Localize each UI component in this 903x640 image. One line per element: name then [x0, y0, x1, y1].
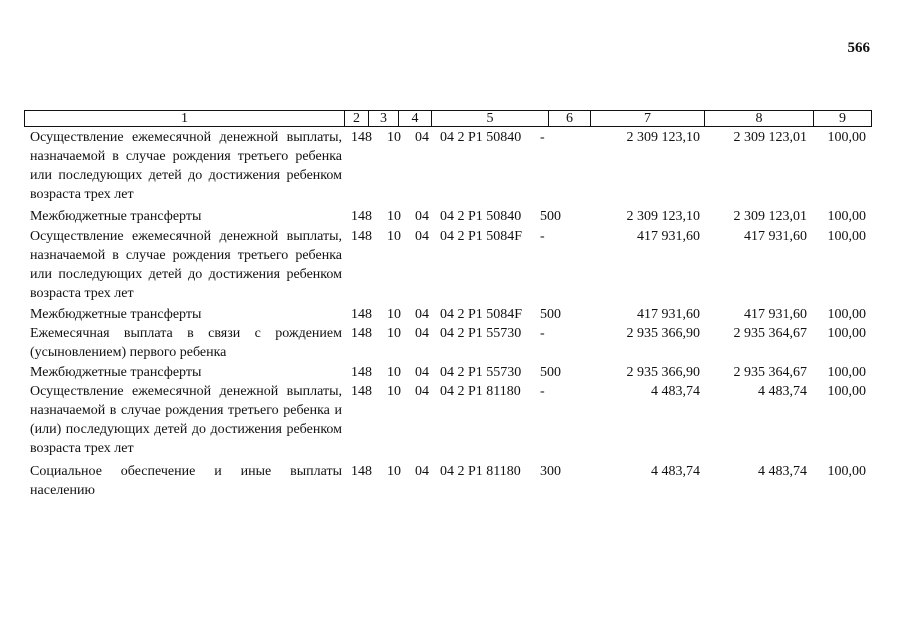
row-value-7: 2 935 366,90: [626, 326, 700, 341]
row-code-5: 04 2 P1 55730: [440, 326, 522, 341]
row-code-4: 04: [415, 209, 429, 224]
row-code-4: 04: [415, 384, 429, 399]
row-code-6: 500: [540, 365, 561, 380]
row-code-2: 148: [351, 384, 372, 399]
row-value-9: 100,00: [827, 384, 866, 399]
row-value-7: 417 931,60: [637, 229, 700, 244]
row-value-9: 100,00: [827, 130, 866, 145]
row-code-3: 10: [387, 384, 401, 399]
row-value-9: 100,00: [827, 464, 866, 479]
row-code-2: 148: [351, 307, 372, 322]
row-code-6: 500: [540, 307, 561, 322]
row-code-6: -: [540, 326, 545, 341]
page-number: 566: [847, 40, 870, 56]
row-code-5: 04 2 P1 50840: [440, 130, 522, 145]
row-code-2: 148: [351, 209, 372, 224]
row-code-2: 148: [351, 229, 372, 244]
row-code-5: 04 2 P1 55730: [440, 365, 522, 380]
row-name: Социальное обеспечение и иные выплаты населению: [30, 464, 342, 498]
header-cell-8: 8: [704, 110, 813, 127]
row-code-5: 04 2 P1 50840: [440, 209, 522, 224]
row-code-3: 10: [387, 209, 401, 224]
row-value-8: 417 931,60: [744, 229, 807, 244]
row-code-3: 10: [387, 464, 401, 479]
row-value-7: 417 931,60: [637, 307, 700, 322]
row-value-8: 2 309 123,01: [733, 209, 807, 224]
row-value-9: 100,00: [827, 209, 866, 224]
row-code-2: 148: [351, 365, 372, 380]
row-code-4: 04: [415, 326, 429, 341]
header-cell-9: 9: [813, 110, 872, 127]
row-name: Межбюджетные трансферты: [30, 209, 202, 224]
row-code-4: 04: [415, 365, 429, 380]
header-cell-2: 2: [344, 110, 368, 127]
row-code-6: 300: [540, 464, 561, 479]
header-cell-5: 5: [431, 110, 548, 127]
row-name: Межбюджетные трансферты: [30, 307, 202, 322]
row-value-7: 4 483,74: [651, 384, 700, 399]
row-code-4: 04: [415, 229, 429, 244]
row-value-8: 2 935 364,67: [733, 365, 807, 380]
row-code-6: 500: [540, 209, 561, 224]
row-name: Осуществление ежемесячной денежной выплаты, назначаемой в случае рождения третьего ребенка и (или) последующих детей до достижения ребенком возраста трех лет: [30, 384, 342, 456]
row-code-5: 04 2 P1 5084F: [440, 229, 523, 244]
row-value-7: 2 309 123,10: [626, 209, 700, 224]
header-cell-1: 1: [24, 110, 344, 127]
header-cell-6: 6: [548, 110, 590, 127]
row-name: Осуществление ежемесячной денежной выплаты, назначаемой в случае рождения третьего ребенка или последующих детей до достижения ребенком возраста трех лет: [30, 229, 342, 301]
row-code-3: 10: [387, 229, 401, 244]
row-code-6: -: [540, 384, 545, 399]
row-code-6: -: [540, 229, 545, 244]
row-name: Межбюджетные трансферты: [30, 365, 202, 380]
row-code-4: 04: [415, 130, 429, 145]
row-code-2: 148: [351, 130, 372, 145]
header-cell-4: 4: [398, 110, 431, 127]
row-code-5: 04 2 P1 81180: [440, 464, 521, 479]
row-value-7: 2 935 366,90: [626, 365, 700, 380]
row-value-7: 4 483,74: [651, 464, 700, 479]
row-value-9: 100,00: [827, 326, 866, 341]
row-value-8: 417 931,60: [744, 307, 807, 322]
row-code-4: 04: [415, 464, 429, 479]
row-name: Осуществление ежемесячной денежной выплаты, назначаемой в случае рождения третьего ребенка или последующих детей до достижения ребенком возраста трех лет: [30, 130, 342, 202]
header-cell-3: 3: [368, 110, 398, 127]
row-value-9: 100,00: [827, 229, 866, 244]
row-value-7: 2 309 123,10: [626, 130, 700, 145]
row-name: Ежемесячная выплата в связи с рождением (усыновлением) первого ребенка: [30, 326, 342, 360]
row-value-8: 4 483,74: [758, 464, 807, 479]
row-code-3: 10: [387, 326, 401, 341]
row-code-3: 10: [387, 307, 401, 322]
row-code-3: 10: [387, 130, 401, 145]
row-code-6: -: [540, 130, 545, 145]
header-cell-7: 7: [590, 110, 704, 127]
row-value-9: 100,00: [827, 307, 866, 322]
row-value-9: 100,00: [827, 365, 866, 380]
row-code-2: 148: [351, 326, 372, 341]
row-value-8: 2 309 123,01: [733, 130, 807, 145]
row-code-3: 10: [387, 365, 401, 380]
row-value-8: 2 935 364,67: [733, 326, 807, 341]
row-code-4: 04: [415, 307, 429, 322]
row-code-5: 04 2 P1 5084F: [440, 307, 523, 322]
row-code-2: 148: [351, 464, 372, 479]
row-value-8: 4 483,74: [758, 384, 807, 399]
table-header: [24, 110, 872, 127]
row-code-5: 04 2 P1 81180: [440, 384, 521, 399]
